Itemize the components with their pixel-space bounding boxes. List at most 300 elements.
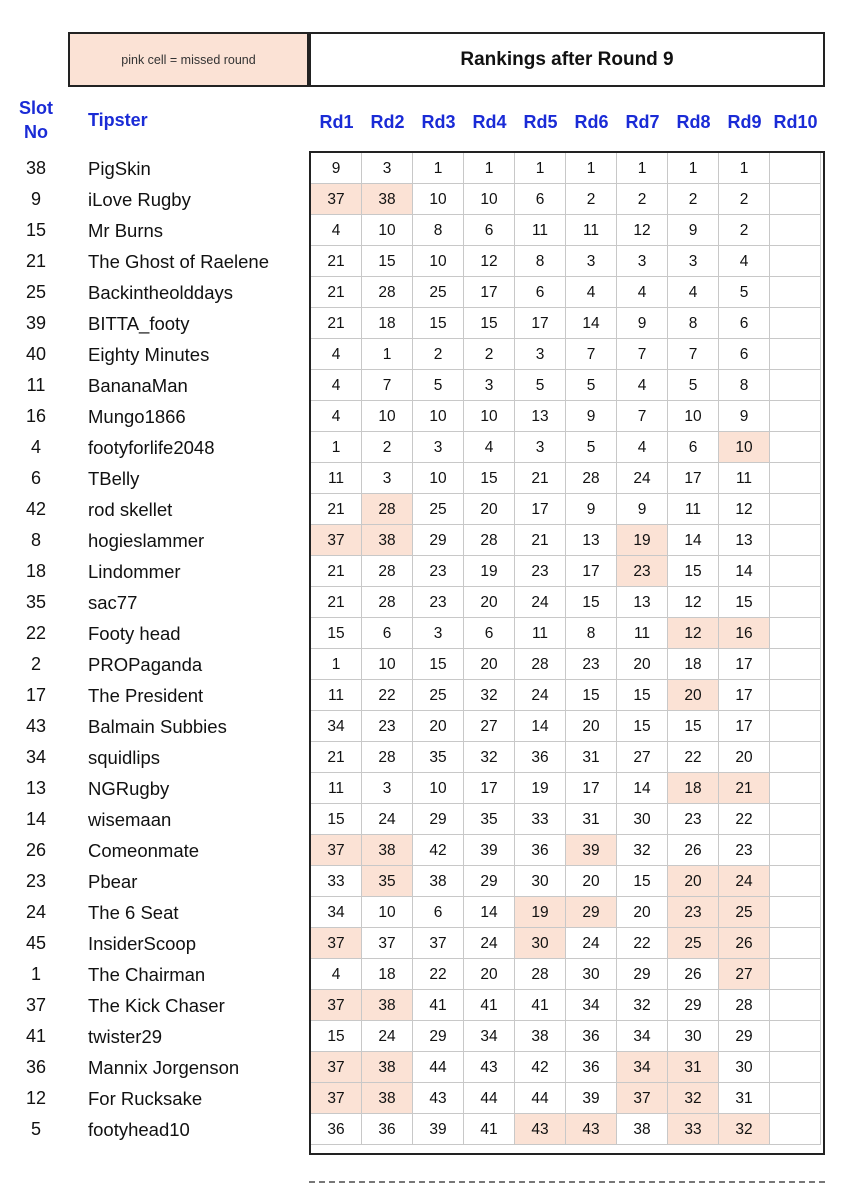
rank-cell — [770, 308, 821, 339]
rank-cell: 2 — [464, 339, 515, 370]
rank-cell — [770, 463, 821, 494]
rank-cell — [770, 649, 821, 680]
rank-cell: 37 — [311, 928, 362, 959]
rank-cell: 9 — [311, 153, 362, 184]
rank-cell: 3 — [362, 153, 413, 184]
rank-cell: 21 — [311, 587, 362, 618]
slot-number: 25 — [25, 282, 47, 302]
rank-cell: 15 — [617, 680, 668, 711]
rank-cell: 10 — [413, 773, 464, 804]
rank-cell: 43 — [515, 1114, 566, 1145]
rank-cell: 21 — [311, 277, 362, 308]
rank-cell: 4 — [311, 401, 362, 432]
rank-cell: 5 — [719, 277, 770, 308]
rank-cell: 10 — [413, 246, 464, 277]
rank-cell: 34 — [311, 897, 362, 928]
rank-cell: 20 — [668, 680, 719, 711]
rank-cell: 24 — [515, 680, 566, 711]
rank-cell: 23 — [668, 804, 719, 835]
rank-cell: 37 — [311, 1052, 362, 1083]
rank-cell: 31 — [668, 1052, 719, 1083]
tipster-name: The Ghost of Raelene — [88, 251, 269, 272]
rank-cell: 25 — [719, 897, 770, 928]
rank-cell: 8 — [566, 618, 617, 649]
rank-cell: 1 — [311, 432, 362, 463]
rank-cell: 44 — [464, 1083, 515, 1114]
rank-cell: 14 — [515, 711, 566, 742]
rank-cell: 15 — [719, 587, 770, 618]
rank-cell: 31 — [566, 804, 617, 835]
rank-cell: 38 — [362, 184, 413, 215]
rank-cell: 30 — [617, 804, 668, 835]
tipster-name: For Rucksake — [88, 1088, 203, 1109]
rankings-grid — [309, 151, 825, 1155]
rank-cell: 1 — [362, 339, 413, 370]
rank-cell: 13 — [566, 525, 617, 556]
rank-cell: 28 — [464, 525, 515, 556]
tipster-name: Footy head — [88, 623, 181, 644]
rank-cell: 37 — [311, 525, 362, 556]
rank-cell: 13 — [515, 401, 566, 432]
rank-cell: 15 — [362, 246, 413, 277]
round-header-5: Rd5 — [523, 112, 558, 132]
slot-number: 36 — [25, 1057, 47, 1077]
rank-cell — [770, 742, 821, 773]
rank-cell: 23 — [362, 711, 413, 742]
round-header-1: Rd1 — [319, 112, 354, 132]
rank-cell: 30 — [566, 959, 617, 990]
rank-cell: 15 — [311, 1021, 362, 1052]
rank-cell: 29 — [617, 959, 668, 990]
rank-cell: 15 — [311, 618, 362, 649]
rank-cell: 37 — [311, 1083, 362, 1114]
rank-cell — [770, 804, 821, 835]
rank-cell: 5 — [566, 370, 617, 401]
rank-cell: 24 — [566, 928, 617, 959]
rank-cell: 12 — [464, 246, 515, 277]
rank-cell: 1 — [719, 153, 770, 184]
rank-cell: 32 — [617, 835, 668, 866]
rank-cell — [770, 277, 821, 308]
rank-cell: 35 — [413, 742, 464, 773]
rank-cell: 4 — [617, 277, 668, 308]
rank-cell: 8 — [515, 246, 566, 277]
rank-cell: 17 — [566, 773, 617, 804]
rank-cell: 4 — [668, 277, 719, 308]
rank-cell: 27 — [464, 711, 515, 742]
tipster-name: wisemaan — [88, 809, 172, 830]
rank-cell: 2 — [566, 184, 617, 215]
rank-cell: 10 — [362, 649, 413, 680]
rank-cell: 10 — [362, 401, 413, 432]
slot-number: 21 — [25, 251, 47, 271]
rank-cell: 11 — [617, 618, 668, 649]
rank-cell: 21 — [311, 246, 362, 277]
rank-cell: 39 — [566, 835, 617, 866]
tipster-name: Eighty Minutes — [88, 344, 210, 365]
rank-cell: 15 — [311, 804, 362, 835]
rank-cell: 9 — [668, 215, 719, 246]
tipster-name: The Kick Chaser — [88, 995, 225, 1016]
rank-cell: 20 — [464, 959, 515, 990]
rank-cell: 1 — [668, 153, 719, 184]
rank-cell: 41 — [515, 990, 566, 1021]
rank-cell: 9 — [617, 494, 668, 525]
rank-cell: 26 — [719, 928, 770, 959]
tipster-name: iLove Rugby — [88, 189, 191, 210]
rank-cell: 9 — [566, 494, 617, 525]
slot-number: 39 — [25, 313, 47, 333]
slot-number: 1 — [30, 964, 41, 984]
rank-cell: 29 — [413, 804, 464, 835]
rank-cell: 30 — [515, 928, 566, 959]
rank-cell: 34 — [566, 990, 617, 1021]
rank-cell: 23 — [413, 556, 464, 587]
rank-cell: 24 — [362, 804, 413, 835]
rank-cell: 41 — [464, 1114, 515, 1145]
rank-cell: 24 — [617, 463, 668, 494]
tipster-name: Comeonmate — [88, 840, 200, 861]
rank-cell: 6 — [464, 215, 515, 246]
rank-cell: 33 — [311, 866, 362, 897]
rank-cell: 10 — [668, 401, 719, 432]
rank-cell — [770, 1114, 821, 1145]
rank-cell: 3 — [413, 432, 464, 463]
slot-number: 2 — [30, 654, 41, 674]
rank-cell — [770, 587, 821, 618]
rank-cell: 4 — [311, 370, 362, 401]
rank-cell: 21 — [719, 773, 770, 804]
rank-cell: 21 — [515, 463, 566, 494]
rank-cell: 1 — [566, 153, 617, 184]
rank-cell — [770, 1083, 821, 1114]
tipster-name: The Chairman — [88, 964, 206, 985]
rank-cell: 39 — [413, 1114, 464, 1145]
page-title — [309, 32, 825, 87]
rank-cell — [770, 959, 821, 990]
rank-cell: 36 — [515, 742, 566, 773]
rank-cell: 23 — [719, 835, 770, 866]
rank-cell: 27 — [617, 742, 668, 773]
rank-cell: 24 — [464, 928, 515, 959]
rank-cell: 32 — [464, 680, 515, 711]
rank-cell: 4 — [617, 370, 668, 401]
rank-cell: 29 — [719, 1021, 770, 1052]
slot-number: 16 — [25, 406, 47, 426]
rank-cell: 2 — [413, 339, 464, 370]
rank-cell: 29 — [566, 897, 617, 928]
round-header-4: Rd4 — [472, 112, 507, 132]
rank-cell: 4 — [311, 339, 362, 370]
rank-cell: 14 — [668, 525, 719, 556]
slot-number: 18 — [25, 561, 47, 581]
rank-cell — [770, 711, 821, 742]
rank-cell — [770, 339, 821, 370]
tipster-name: NGRugby — [88, 778, 170, 799]
rank-cell: 5 — [668, 370, 719, 401]
rank-cell: 14 — [566, 308, 617, 339]
rank-cell: 15 — [566, 587, 617, 618]
rank-cell: 29 — [413, 525, 464, 556]
rank-cell: 27 — [719, 959, 770, 990]
rank-cell: 19 — [464, 556, 515, 587]
tipster-name: sac77 — [88, 592, 138, 613]
rank-cell: 10 — [413, 184, 464, 215]
rank-cell — [770, 990, 821, 1021]
rank-cell: 1 — [413, 153, 464, 184]
rank-cell: 11 — [311, 773, 362, 804]
rank-cell: 7 — [617, 401, 668, 432]
slot-number: 14 — [25, 809, 47, 829]
rank-cell: 10 — [413, 401, 464, 432]
rank-cell: 25 — [413, 277, 464, 308]
slot-number: 11 — [26, 375, 46, 395]
rank-cell: 6 — [515, 277, 566, 308]
rank-cell: 15 — [668, 711, 719, 742]
rank-cell — [770, 897, 821, 928]
rank-cell: 12 — [668, 587, 719, 618]
rank-cell: 41 — [464, 990, 515, 1021]
rank-cell: 15 — [668, 556, 719, 587]
rank-cell: 3 — [515, 432, 566, 463]
rank-cell: 20 — [464, 587, 515, 618]
rank-cell: 28 — [362, 742, 413, 773]
rank-cell: 36 — [515, 835, 566, 866]
round-header-6: Rd6 — [574, 112, 609, 132]
tipster-name: BITTA_footy — [88, 313, 190, 334]
rank-cell: 33 — [668, 1114, 719, 1145]
tipster-name: PigSkin — [88, 158, 151, 179]
rank-cell: 3 — [515, 339, 566, 370]
slot-number: 9 — [30, 189, 41, 209]
tipster-name: Mannix Jorgenson — [88, 1057, 240, 1078]
rank-cell: 28 — [719, 990, 770, 1021]
rank-cell — [770, 215, 821, 246]
rank-cell: 29 — [464, 866, 515, 897]
rank-cell: 15 — [617, 866, 668, 897]
rank-cell: 20 — [566, 866, 617, 897]
rank-cell: 38 — [362, 525, 413, 556]
rank-cell: 9 — [566, 401, 617, 432]
rank-cell: 3 — [413, 618, 464, 649]
tipster-name: squidlips — [88, 747, 160, 768]
rank-cell: 5 — [515, 370, 566, 401]
rank-cell: 4 — [617, 432, 668, 463]
rank-cell: 11 — [668, 494, 719, 525]
rank-cell: 6 — [668, 432, 719, 463]
rank-cell: 20 — [617, 649, 668, 680]
rank-cell: 23 — [515, 556, 566, 587]
rank-cell: 22 — [668, 742, 719, 773]
rank-cell — [770, 618, 821, 649]
rank-cell: 20 — [464, 649, 515, 680]
tipster-name: BananaMan — [88, 375, 188, 396]
rank-cell: 3 — [668, 246, 719, 277]
rank-cell: 37 — [413, 928, 464, 959]
rank-cell: 1 — [464, 153, 515, 184]
rank-cell: 31 — [719, 1083, 770, 1114]
slot-number: 38 — [25, 158, 47, 178]
slot-number: 40 — [25, 344, 47, 364]
rank-cell: 15 — [413, 308, 464, 339]
rank-cell: 12 — [719, 494, 770, 525]
rank-cell: 14 — [719, 556, 770, 587]
rank-cell — [770, 556, 821, 587]
rank-cell: 4 — [311, 215, 362, 246]
slot-number: 13 — [25, 778, 47, 798]
rank-cell: 5 — [413, 370, 464, 401]
rank-cell: 3 — [617, 246, 668, 277]
rank-cell — [770, 835, 821, 866]
rank-cell: 32 — [719, 1114, 770, 1145]
rank-cell — [770, 401, 821, 432]
rank-cell: 21 — [515, 525, 566, 556]
rank-cell: 14 — [617, 773, 668, 804]
rank-cell: 26 — [668, 835, 719, 866]
rank-cell: 32 — [617, 990, 668, 1021]
rank-cell: 4 — [464, 432, 515, 463]
rank-cell: 10 — [362, 897, 413, 928]
rank-cell: 29 — [668, 990, 719, 1021]
rank-cell: 2 — [668, 184, 719, 215]
rank-cell: 17 — [719, 711, 770, 742]
rank-cell: 22 — [362, 680, 413, 711]
rank-cell: 13 — [719, 525, 770, 556]
tipster-name: rod skellet — [88, 499, 173, 520]
rank-cell: 20 — [668, 866, 719, 897]
rank-cell: 2 — [617, 184, 668, 215]
rank-cell: 11 — [311, 463, 362, 494]
rank-cell: 32 — [668, 1083, 719, 1114]
rank-cell: 34 — [311, 711, 362, 742]
rank-cell: 13 — [617, 587, 668, 618]
rank-cell — [770, 773, 821, 804]
rank-cell: 11 — [566, 215, 617, 246]
rank-cell: 15 — [464, 463, 515, 494]
rank-cell: 16 — [719, 618, 770, 649]
rank-cell: 19 — [515, 773, 566, 804]
rank-cell — [770, 1052, 821, 1083]
rank-cell: 17 — [464, 277, 515, 308]
tipster-name: The 6 Seat — [88, 902, 179, 923]
rank-cell: 4 — [719, 246, 770, 277]
slot-number: 41 — [25, 1026, 47, 1046]
rank-cell: 10 — [464, 184, 515, 215]
rank-cell — [770, 525, 821, 556]
slot-number: 43 — [25, 716, 47, 736]
tipster-name: PROPaganda — [88, 654, 203, 675]
rank-cell: 23 — [668, 897, 719, 928]
slot-number: 35 — [25, 592, 47, 612]
rank-cell: 35 — [464, 804, 515, 835]
rank-cell: 24 — [515, 587, 566, 618]
title-text: Rankings after Round 9 — [460, 48, 674, 70]
tipster-name: Mr Burns — [88, 220, 164, 241]
rank-cell: 18 — [668, 649, 719, 680]
rank-cell: 37 — [311, 990, 362, 1021]
rank-cell: 34 — [617, 1052, 668, 1083]
rank-cell — [770, 866, 821, 897]
rank-cell: 3 — [464, 370, 515, 401]
slot-number: 12 — [25, 1088, 47, 1108]
tipster-name: Lindommer — [88, 561, 181, 582]
round-header-7: Rd7 — [625, 112, 660, 132]
rank-cell — [770, 680, 821, 711]
rank-cell: 42 — [413, 835, 464, 866]
rank-cell: 37 — [617, 1083, 668, 1114]
rank-cell: 8 — [413, 215, 464, 246]
slot-number: 23 — [25, 871, 47, 891]
rank-cell: 25 — [413, 680, 464, 711]
slot-number: 5 — [30, 1119, 41, 1139]
slot-number: 15 — [25, 220, 47, 240]
rank-cell: 10 — [719, 432, 770, 463]
slot-number: 8 — [30, 530, 41, 550]
rank-cell: 11 — [515, 215, 566, 246]
rank-cell: 23 — [566, 649, 617, 680]
rank-cell: 25 — [668, 928, 719, 959]
rank-cell: 6 — [719, 308, 770, 339]
rank-cell: 17 — [515, 308, 566, 339]
slot-number: 42 — [25, 499, 47, 519]
rank-cell: 6 — [719, 339, 770, 370]
rank-cell: 18 — [362, 959, 413, 990]
slot-number: 34 — [25, 747, 47, 767]
rank-cell: 30 — [668, 1021, 719, 1052]
rank-cell: 36 — [566, 1021, 617, 1052]
rank-cell: 33 — [515, 804, 566, 835]
rank-cell: 18 — [362, 308, 413, 339]
rank-cell: 2 — [362, 432, 413, 463]
rank-cell: 19 — [515, 897, 566, 928]
rank-cell: 7 — [362, 370, 413, 401]
rank-cell: 23 — [617, 556, 668, 587]
rank-cell: 12 — [668, 618, 719, 649]
rank-cell: 15 — [566, 680, 617, 711]
rank-cell: 28 — [515, 649, 566, 680]
rank-cell: 26 — [668, 959, 719, 990]
rank-cell: 17 — [668, 463, 719, 494]
rank-cell — [770, 184, 821, 215]
tipster-name: The President — [88, 685, 204, 706]
rank-cell: 8 — [719, 370, 770, 401]
rank-cell: 18 — [668, 773, 719, 804]
rank-cell: 36 — [311, 1114, 362, 1145]
rank-cell: 14 — [464, 897, 515, 928]
rank-cell: 38 — [515, 1021, 566, 1052]
rank-cell: 32 — [464, 742, 515, 773]
rank-cell: 30 — [719, 1052, 770, 1083]
rank-cell: 20 — [413, 711, 464, 742]
rank-cell: 7 — [617, 339, 668, 370]
rank-cell: 21 — [311, 742, 362, 773]
rank-cell: 15 — [413, 649, 464, 680]
rank-cell: 17 — [515, 494, 566, 525]
round-header-8: Rd8 — [676, 112, 711, 132]
round-header-3: Rd3 — [421, 112, 456, 132]
tipster-name: Mungo1866 — [88, 406, 186, 427]
rank-cell: 30 — [515, 866, 566, 897]
rank-cell: 28 — [362, 587, 413, 618]
rank-cell: 1 — [617, 153, 668, 184]
rank-cell: 10 — [362, 215, 413, 246]
rank-cell: 38 — [617, 1114, 668, 1145]
rank-cell — [770, 494, 821, 525]
rank-cell: 19 — [617, 525, 668, 556]
tipster-name: Balmain Subbies — [88, 716, 227, 737]
tipster-name: Backintheolddays — [88, 282, 234, 303]
rank-cell — [770, 370, 821, 401]
